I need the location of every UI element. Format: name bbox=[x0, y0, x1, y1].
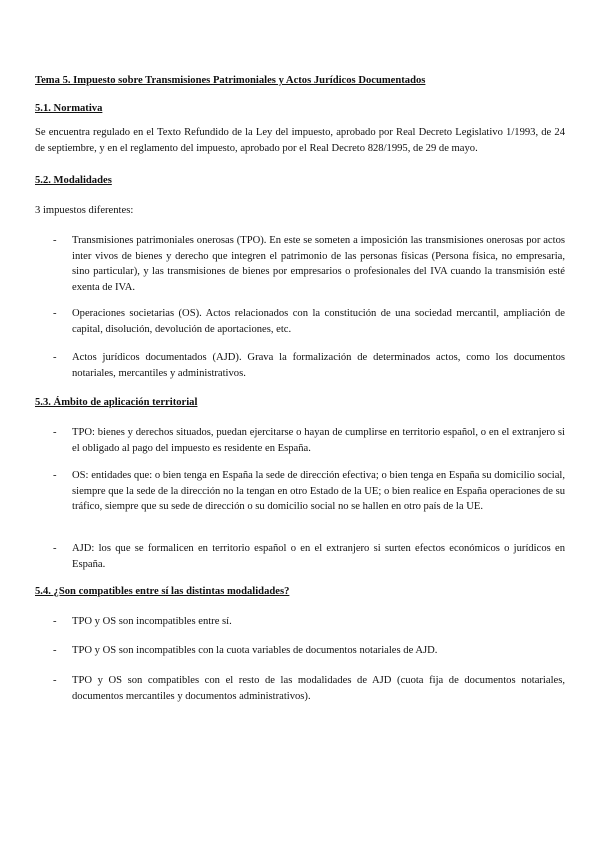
list-item: - OS: entidades que: o bien tenga en España la sede de dirección efectiva; o bien tenga en España su domicilio social, siempre que la sede de la dirección no la tengan en otro Estado de la UE; o bien realice en España operaciones de su tráfico, siempre que su sede de dirección o su domicilio social no se hallen en otro país de la UE. bbox=[53, 470, 565, 513]
section-heading-modalidades: 5.2. Modalidades bbox=[35, 175, 112, 186]
paragraph-normativa: Se encuentra regulado en el Texto Refundido de la Ley del impuesto, aprobado por Real Decreto Legislativo 1/1993, de 24 de septiembre, y en el reglamento del impuesto, aprobado por el Real Decreto 828/1995, de 29 de mayo. bbox=[35, 127, 565, 154]
section-heading-compatibilidad: 5.4. ¿Son compatibles entre sí las distintas modalidades? bbox=[35, 586, 290, 597]
bullet-dash: - bbox=[53, 675, 57, 686]
list-item: - TPO y OS son incompatibles con la cuota variables de documentos notariales de AJD. bbox=[35, 643, 565, 659]
list-item: - TPO y OS son incompatibles entre sí. bbox=[35, 614, 565, 630]
bullet-dash: - bbox=[53, 352, 57, 363]
paragraph-intro: 3 impuestos diferentes: bbox=[35, 205, 134, 216]
list-item: - Transmisiones patrimoniales onerosas (TPO). En este se someten a imposición las transmisiones onerosas por actos inter vivos de bienes y derecho que integren el patrimonio de las personas físicas (Persona física, no empresaria, sino particular), y las transmisiones de bienes por empresarios o profesionales del IVA cuando la transmisión esté exenta de IVA. bbox=[53, 235, 565, 293]
bullet-dash: - bbox=[53, 616, 57, 627]
list-item: - Operaciones societarias (OS). Actos relacionados con la constitución de una sociedad mercantil, ampliación de capital, disolución, devolución de aportaciones, etc. bbox=[53, 308, 565, 335]
bullet-dash: - bbox=[53, 470, 57, 481]
section-heading-normativa: 5.1. Normativa bbox=[35, 103, 103, 114]
bullet-dash: - bbox=[53, 645, 57, 656]
list-item: - TPO y OS son compatibles con el resto de las modalidades de AJD (cuota fija de documentos notariales, documentos mercantiles y documentos administrativos). bbox=[53, 675, 565, 702]
document-title: Tema 5. Impuesto sobre Transmisiones Patrimoniales y Actos Jurídicos Documentados bbox=[35, 75, 426, 86]
section-heading-ambito: 5.3. Ámbito de aplicación territorial bbox=[35, 397, 198, 408]
bullet-dash: - bbox=[53, 235, 57, 246]
list-item: - Actos jurídicos documentados (AJD). Grava la formalización de determinados actos, como los documentos notariales, mercantiles y administrativos. bbox=[53, 352, 565, 379]
bullet-dash: - bbox=[53, 427, 57, 438]
list-item: - AJD: los que se formalicen en territorio español o en el extranjero si surten efectos económicos o jurídicos en España. bbox=[53, 543, 565, 570]
bullet-dash: - bbox=[53, 543, 57, 554]
list-item: - TPO: bienes y derechos situados, puedan ejercitarse o hayan de cumplirse en territorio español, o en el extranjero si el obligado al pago del impuesto es residente en España. bbox=[53, 427, 565, 454]
bullet-dash: - bbox=[53, 308, 57, 319]
